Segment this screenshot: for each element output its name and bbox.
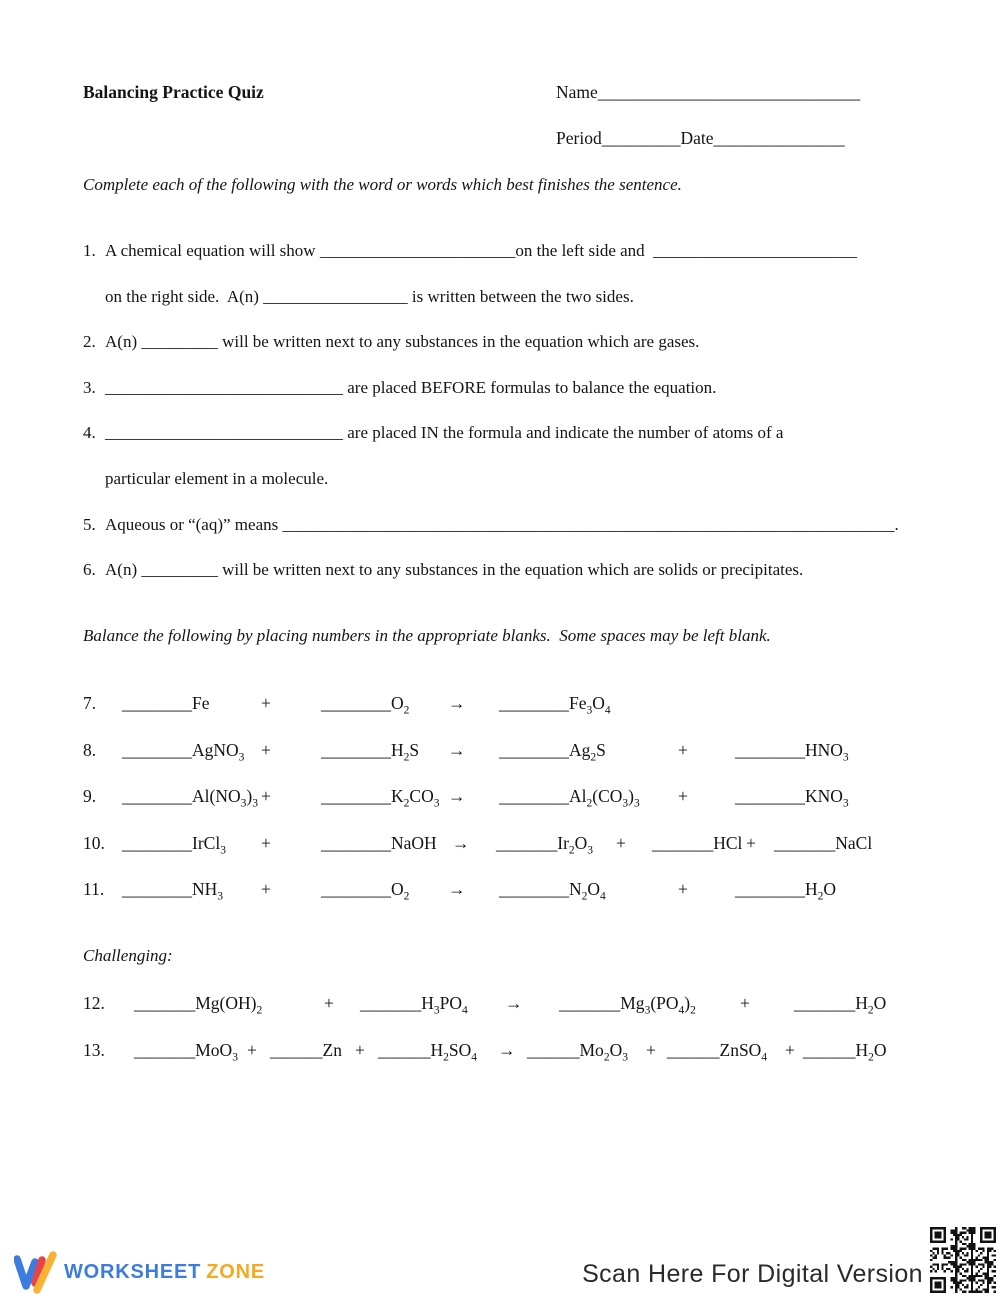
chemical-formula: $Mg_3(PO_4)_2$ [620,993,696,1017]
coefficient-blank: ______ [378,1040,431,1060]
equation-term [499,878,678,903]
coefficient-blank: ______ [270,1040,323,1060]
chemical-formula: $K_2CO_3$ [391,786,440,810]
coefficient-blank: ________ [122,879,192,899]
chemical-formula: $H_2O$ [855,993,887,1017]
equation-term [667,1039,785,1064]
question-number: 3. [83,377,96,397]
plus-sign: + [355,1040,365,1060]
question-number: 1. [83,241,96,260]
chemical-formula: Fe [192,693,210,713]
coefficient-blank: _______ [559,993,621,1013]
chemical-formula: ZnSO$_4$ [719,1040,768,1064]
worksheetzone-logo [14,1250,274,1294]
question-line [83,240,960,286]
plus-sign: + [324,993,334,1013]
coefficient-blank: ________ [321,786,391,806]
question-text: ____________________________ are placed BEFORE formulas to balance the equation. [105,377,717,397]
plus-sign: + [261,879,271,899]
chemical-formula: $H_2O$ [805,879,837,903]
coefficient-blank: ________ [735,879,805,899]
arrow: → [448,879,466,899]
equation-term [270,1039,355,1061]
coefficient-blank: ________ [321,832,391,853]
scan-here-label: Scan Here For Digital Version [582,1260,923,1288]
coefficient-blank: ________ [122,693,192,713]
coefficient-blank: ________ [122,786,192,806]
brand-text [64,1261,265,1284]
question-text: A(n) _________ will be written next to any substances in the equation which are gases. [105,332,700,352]
equation-term [499,785,678,810]
page-title: Balancing Practice Quiz [83,82,264,102]
plus-sign: + [646,1040,656,1060]
equation-row [83,785,872,832]
equation-number: 7. [83,693,97,713]
chemical-formula: AgNO$_3$ [192,739,245,763]
chemical-formula: $O_2$ [391,879,410,903]
coefficient-blank: ________ [122,832,192,853]
coefficient-blank: ______ [803,1040,856,1060]
question-text: on the right side. A(n) _________________ is written between the two sides. [105,286,634,306]
equation-term [803,1039,887,1064]
equation-term [496,832,616,854]
coefficient-blank: _______ [774,832,836,853]
coefficient-blank: ________ [499,739,569,760]
plus-sign: + [616,832,626,853]
coefficient-blank: ________ [499,786,569,806]
question-number: 5. [83,514,96,534]
chemical-formula: $H_2S$ [391,739,420,763]
equation-number: 8. [83,739,97,760]
plus-sign: + [678,786,688,806]
coefficient-blank: ______ [667,1040,720,1060]
equation-row [83,878,872,925]
arrow: → [498,1040,516,1060]
question-number: 4. [83,423,96,443]
question-line [83,422,960,468]
coefficient-blank: _______ [134,993,196,1013]
question-line [83,331,960,377]
equation-term [652,832,746,854]
chemical-formula: IrCl$_3$ [192,832,226,856]
balancing-instruction: Balance the following by placing numbers in the appropriate blanks. Some spaces may be left blank. [83,626,771,645]
coefficient-blank: ________ [321,879,391,899]
period-date-field [556,128,845,149]
equation-number: 12. [83,993,105,1013]
equation-term [774,832,872,854]
chemical-formula: $H_2SO_4$ [430,1040,478,1064]
name-field [556,82,860,103]
question-text: Aqueous or “(aq)” means ________________________________________________________________________. [105,514,899,534]
equation-list [83,692,872,925]
chemical-formula: $N_2O_4$ [569,879,606,903]
equation-number: 11. [83,879,105,899]
equation-number: 10. [83,832,105,853]
coefficient-blank: _______ [496,832,558,853]
plus-sign: + [247,1040,257,1060]
period-blank: _________ [601,128,681,148]
question-number: 6. [83,560,96,580]
fill-in-questions [83,240,960,605]
equation-row [83,692,872,739]
chemical-formula: $Mo_2O_3$ [579,1040,628,1064]
coefficient-blank: ________ [321,739,391,760]
coefficient-blank: _______ [794,993,856,1013]
question-text: particular element in a molecule. [105,468,329,488]
chemical-formula: $Ag_2S$ [569,739,606,763]
equation-term [321,692,448,717]
equation-term [527,1039,646,1064]
name-blank: ______________________________ [597,82,861,102]
equation-term [321,739,448,761]
chemical-formula: NaOH [391,832,437,853]
question-text: A(n) _________ will be written next to any substances in the equation which are solids or precipitates. [105,560,804,580]
equation-term [378,1039,498,1064]
equation-term [122,832,261,854]
coefficient-blank: ________ [735,786,805,806]
equation-term [735,785,849,810]
equation-term [122,785,261,810]
coefficient-blank: ________ [321,693,391,713]
equation-term [559,992,740,1017]
worksheetzone-w-icon [14,1250,60,1294]
date-label: Date [680,128,714,148]
equation-term [735,739,849,761]
equation-term [499,692,678,717]
brand-word-zone: ZONE [206,1261,265,1283]
plus-sign: + [740,993,750,1013]
question-line [83,559,960,605]
plus-sign: + [678,739,688,760]
coefficient-blank: ________ [122,739,192,760]
chemical-formula: Zn [322,1040,342,1060]
equation-term [794,992,887,1017]
equation-term [122,692,261,714]
chemical-formula: $Ir_2O_3$ [557,832,594,856]
arrow: → [448,786,466,806]
question-number: 2. [83,332,96,352]
arrow: → [448,693,466,713]
brand-word-worksheet: WORKSHEET [64,1261,202,1283]
equation-row [83,739,872,786]
equation-term [499,739,678,761]
equation-term [122,878,261,903]
arrow: → [448,739,466,760]
equation-term [134,992,324,1017]
date-blank: _______________ [713,128,845,148]
challenging-equation-list [83,992,887,1086]
name-label: Name [556,82,598,102]
plus-sign: + [261,693,271,713]
equation-term [134,1039,247,1064]
chemical-formula: HCl [713,832,743,853]
equation-term [360,992,505,1017]
equation-row [83,832,872,879]
plus-sign: + [261,739,271,760]
chemical-formula: $H_3PO_4$ [421,993,468,1017]
question-text: A chemical equation will show _______________________on the left side and ________________________ [105,241,858,260]
coefficient-blank: ________ [499,879,569,899]
chemical-formula: $KNO_3$ [805,786,849,810]
chemical-formula: $O_2$ [391,693,410,717]
chemical-formula: $NH_3$ [192,879,224,903]
coefficient-blank: ________ [499,693,569,713]
equation-row [83,992,887,1039]
coefficient-blank: _______ [652,832,714,853]
question-line [83,514,960,560]
equation-number: 13. [83,1040,105,1060]
question-line [83,377,960,423]
chemical-formula: $HNO_3$ [805,739,849,763]
coefficient-blank: _______ [360,993,422,1013]
chemical-formula: NaCl [835,832,873,853]
plus-sign: + [261,832,271,853]
qr-code [930,1227,996,1293]
coefficient-blank: ________ [735,739,805,760]
coefficient-blank: _______ [134,1040,196,1060]
equation-term [321,832,452,854]
question-continuation-line [83,468,960,514]
plus-sign: + [746,832,756,853]
equation-term [321,785,448,810]
equation-number: 9. [83,786,97,806]
chemical-formula: $Al_2(CO_3)_3$ [569,786,640,810]
chemical-formula: $Fe_3O_4$ [569,693,611,717]
equation-term [122,739,261,761]
chemical-formula: $Mg(OH)_2$ [195,993,263,1017]
equation-row [83,1039,887,1086]
question-continuation-line [83,286,960,332]
chemical-formula: $H_2O$ [855,1040,887,1064]
arrow: → [505,993,523,1013]
chemical-formula: $Al(NO_3)_3$ [192,786,258,810]
fill-in-instruction: Complete each of the following with the word or words which best finishes the sentence. [83,175,682,194]
coefficient-blank: ______ [527,1040,580,1060]
chemical-formula: MoO$_3$ [195,1040,238,1064]
equation-term [321,878,448,903]
equation-term [735,878,837,903]
plus-sign: + [261,786,271,806]
challenging-label: Challenging: [83,946,173,965]
plus-sign: + [678,879,688,899]
question-text: ____________________________ are placed IN the formula and indicate the number of atoms of a [105,423,784,443]
period-label: Period [556,128,602,148]
plus-sign: + [785,1040,795,1060]
arrow: → [452,832,470,853]
